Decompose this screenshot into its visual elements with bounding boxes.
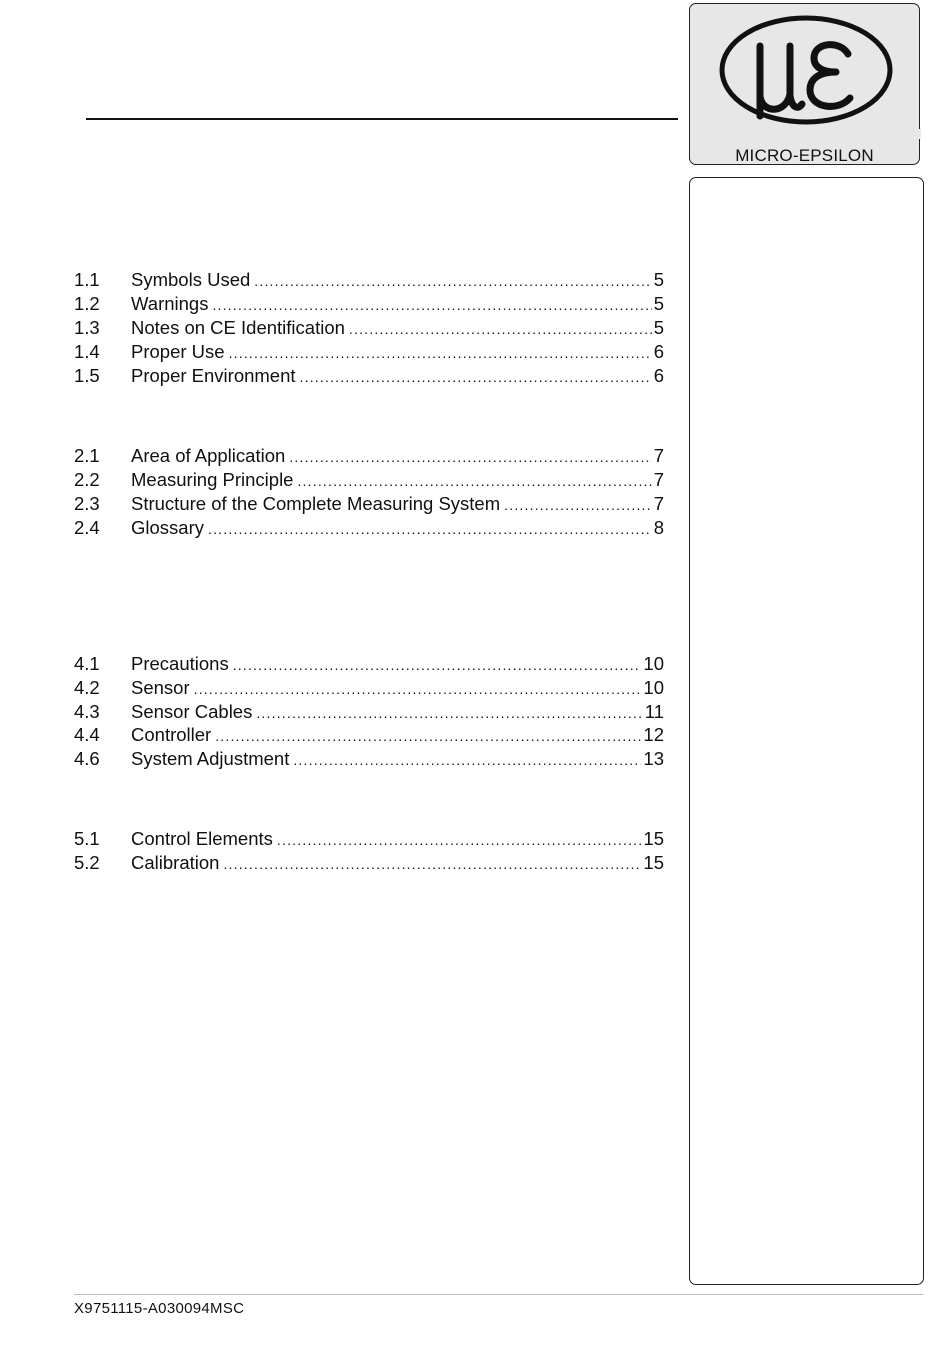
toc-page-number: 7: [653, 469, 664, 490]
toc-number: 4.1: [74, 653, 100, 674]
toc-page-number: 11: [644, 701, 664, 722]
toc-entry[interactable]: [74, 341, 664, 363]
logo-wordmark: MICRO-EPSILON: [735, 146, 874, 165]
toc-title: Controller: [131, 724, 212, 745]
toc-entry[interactable]: [74, 493, 664, 515]
document-code: X9751115-A030094MSC: [74, 1300, 245, 1317]
toc-entry[interactable]: [74, 365, 664, 387]
toc-page-number: 6: [653, 341, 664, 362]
toc-page-number: 7: [653, 493, 664, 514]
toc-number: 1.1: [74, 269, 100, 290]
toc-page-number: 5: [653, 269, 664, 290]
toc-page-number: 15: [643, 828, 664, 849]
toc-page-number: 5: [653, 293, 664, 314]
side-panel: [689, 177, 924, 1285]
toc-leader: [223, 853, 641, 875]
toc-leader: [297, 470, 651, 492]
toc-entry[interactable]: [74, 852, 664, 874]
toc-title: Calibration: [131, 852, 220, 873]
toc-entry[interactable]: [74, 293, 664, 315]
toc-leader: [289, 446, 651, 468]
toc-title: Proper Environment: [131, 365, 296, 386]
toc-number: 1.2: [74, 293, 100, 314]
toc-title: Warnings: [131, 293, 209, 314]
toc-entry[interactable]: [74, 748, 664, 770]
toc-title: Sensor: [131, 677, 190, 698]
toc-title: System Adjustment: [131, 748, 290, 769]
toc-entry[interactable]: [74, 828, 664, 850]
toc-number: 1.4: [74, 341, 100, 362]
toc-number: 5.1: [74, 828, 100, 849]
toc-entry[interactable]: [74, 469, 664, 491]
toc-entry[interactable]: [74, 269, 664, 291]
toc-entry[interactable]: [74, 317, 664, 339]
toc-number: 2.3: [74, 493, 100, 514]
toc-leader: [208, 518, 652, 540]
toc-page-number: 10: [643, 653, 664, 674]
toc-title: Proper Use: [131, 341, 225, 362]
toc-entry[interactable]: [74, 445, 664, 467]
toc-title: Sensor Cables: [131, 701, 253, 722]
company-logo: [689, 3, 920, 165]
toc-title: Area of Application: [131, 445, 286, 466]
toc-entry[interactable]: [74, 701, 664, 723]
toc-leader: [194, 678, 642, 700]
toc-leader: [215, 725, 641, 747]
toc-page-number: 10: [643, 677, 664, 698]
toc-title: Measuring Principle: [131, 469, 294, 490]
toc-number: 1.5: [74, 365, 100, 386]
toc-title: Glossary: [131, 517, 204, 538]
toc-page-number: 8: [653, 517, 664, 538]
toc-number: 4.2: [74, 677, 100, 698]
toc-leader: [233, 654, 642, 676]
toc-leader: [300, 366, 652, 388]
toc-title: Precautions: [131, 653, 229, 674]
toc-title: Structure of the Complete Measuring System: [131, 493, 501, 514]
toc-page-number: 13: [643, 748, 664, 769]
toc-entry[interactable]: [74, 724, 664, 746]
toc-page-number: 7: [653, 445, 664, 466]
toc-number: 1.3: [74, 317, 100, 338]
toc-page-number: 6: [653, 365, 664, 386]
toc-title: Symbols Used: [131, 269, 251, 290]
toc-page-number: 15: [643, 852, 664, 873]
toc-number: 2.2: [74, 469, 100, 490]
toc-leader: [293, 749, 641, 771]
toc-page-number: 5: [653, 317, 664, 338]
toc-title: Control Elements: [131, 828, 273, 849]
toc-leader: [212, 294, 651, 316]
toc-page-number: 12: [643, 724, 664, 745]
toc-number: 2.1: [74, 445, 100, 466]
toc-leader: [349, 318, 652, 340]
toc-title: Notes on CE Identification: [131, 317, 345, 338]
toc-number: 4.6: [74, 748, 100, 769]
toc-leader: [277, 829, 642, 851]
toc-entry[interactable]: [74, 677, 664, 699]
toc-entry[interactable]: [74, 653, 664, 675]
toc-leader: [256, 702, 642, 724]
toc-entry[interactable]: [74, 517, 664, 539]
toc-number: 4.3: [74, 701, 100, 722]
toc-number: 2.4: [74, 517, 100, 538]
toc-number: 4.4: [74, 724, 100, 745]
footer-rule: [74, 1294, 923, 1295]
header-rule: [86, 118, 678, 120]
toc-number: 5.2: [74, 852, 100, 873]
toc-leader: [504, 494, 652, 516]
micro-epsilon-mu-epsilon-icon: [690, 4, 921, 166]
toc-leader: [254, 270, 651, 292]
toc-leader: [229, 342, 652, 364]
